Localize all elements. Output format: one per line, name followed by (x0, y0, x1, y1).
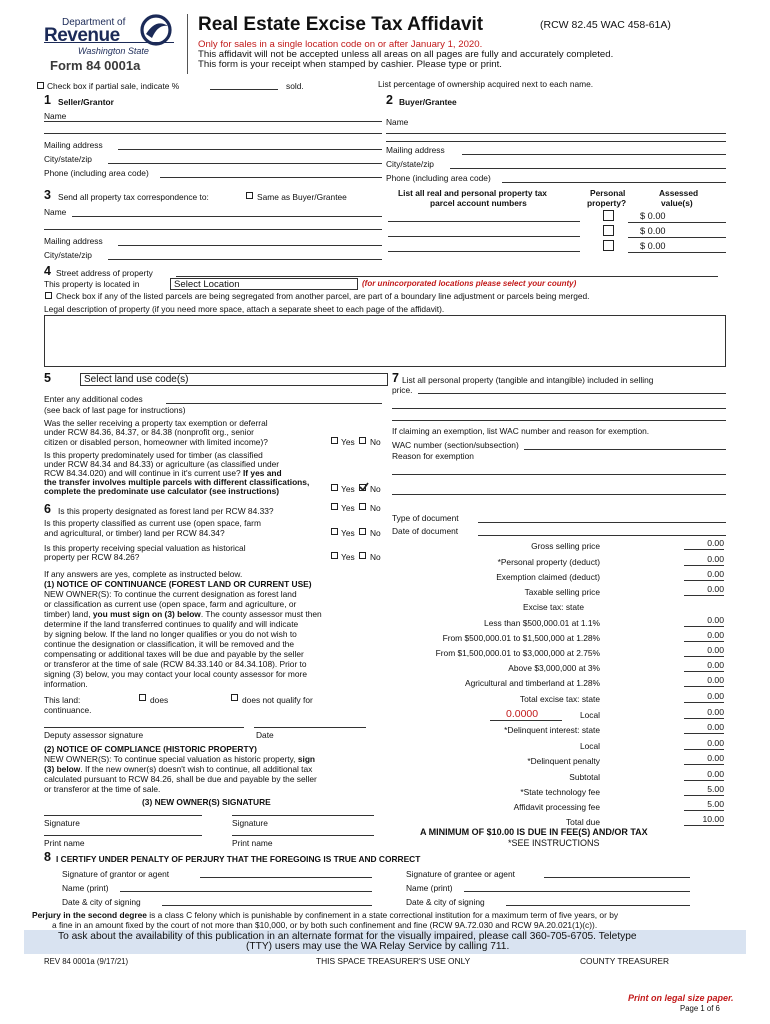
grantee-date-field[interactable] (506, 905, 690, 906)
header-red-note: Only for sales in a single location code on or after January 1, 2020. (198, 39, 483, 50)
grantee-signature-label: Signature of grantee or agent (406, 869, 515, 879)
buyer-mailing-field[interactable] (462, 154, 726, 155)
parcel-number-field-1[interactable] (388, 221, 580, 222)
timber-q-line4: the transfer involves multiple parcels with different classifications, (44, 477, 310, 487)
new-owner-print-field-2[interactable] (232, 835, 374, 836)
seller-mailing-field[interactable] (118, 149, 382, 150)
current-use-yes-label: Yes (341, 528, 355, 538)
timber-q-line1: Is this property predominately used for timber (as classified (44, 450, 263, 460)
correspondence-mailing-field[interactable] (118, 245, 382, 246)
calc-value-processing-fee[interactable]: 5.00 (707, 799, 724, 809)
seller-name-field[interactable] (44, 121, 382, 122)
personal-col-header: Personal (590, 188, 626, 198)
calc-label-exemption: Exemption claimed (deduct) (496, 572, 600, 582)
grantee-name-field[interactable] (464, 891, 690, 892)
parcel-number-field-2[interactable] (388, 236, 580, 237)
buyer-name-field[interactable] (386, 133, 726, 134)
page-number: Page 1 of 6 (680, 1004, 720, 1013)
seller-phone-field[interactable] (160, 177, 382, 178)
correspondence-name-field-2[interactable] (44, 229, 382, 230)
legal-paper-note: Print on legal size paper. (628, 993, 734, 1003)
rev-number: REV 84 0001a (9/17/21) (44, 957, 129, 966)
calc-value-tier4[interactable]: 0.00 (707, 660, 724, 670)
buyer-mailing-label: Mailing address (386, 145, 445, 155)
historical-q-line2: property per RCW 84.26? (44, 552, 140, 562)
perjury-line-1: Perjury in the second degree is a class C felony which is punishable by confinement in a state correctional institution for a maximum term of five years, or by (32, 910, 619, 920)
wac-number-field[interactable] (524, 449, 726, 450)
grantee-date-label: Date & city of signing (406, 897, 485, 907)
buyer-city-field[interactable] (450, 168, 726, 169)
seller-phone-label: Phone (including area code) (44, 168, 149, 178)
timber-yes-label: Yes (341, 484, 355, 494)
seller-grantor-title: Seller/Grantor (58, 97, 114, 107)
buyer-phone-label: Phone (including area code) (386, 173, 491, 183)
land-use-select[interactable] (80, 373, 388, 386)
partial-sale-checkbox[interactable] (37, 82, 44, 89)
minimum-due-note: A MINIMUM OF $10.00 IS DUE IN FEE(S) AND/OR TAX (420, 827, 648, 837)
unincorporated-note: (for unincorporated locations please select your county) (362, 279, 577, 288)
buyer-phone-field[interactable] (502, 182, 726, 183)
calc-value-tier1[interactable]: 0.00 (707, 615, 724, 625)
calc-label-tier1: Less than $500,000.01 at 1.1% (484, 618, 600, 628)
exemption-q-line3: citizen or disabled person, homeowner with limited income)? (44, 437, 268, 447)
seller-name-field-2[interactable] (44, 133, 382, 134)
accessibility-line-1: To ask about the availability of this publication in an alternate format for the visually impaired, please call 360-705-6705. Teletype (58, 931, 637, 942)
land-does-not-checkbox[interactable] (231, 694, 238, 701)
timber-q-line3: RCW 84.34.020) and will continue in it's current use? If yes and (44, 468, 282, 478)
exemption-no-label: No (370, 437, 381, 447)
timber-q-line5: complete the predominate use calculator (see instructions) (44, 486, 280, 496)
county-treasurer-label: COUNTY TREASURER (580, 956, 670, 966)
location-select-value: Select Location (174, 279, 240, 290)
assessed-value-2[interactable]: $ 0.00 (640, 226, 666, 236)
forest-no-checkbox[interactable] (359, 503, 366, 510)
section-8-number: 8 (44, 850, 51, 864)
section-6-number: 6 (44, 502, 51, 516)
grantor-signature-field[interactable] (200, 877, 372, 878)
calc-label-gross: Gross selling price (531, 541, 600, 551)
calc-value-local[interactable]: 0.00 (707, 707, 724, 717)
local-rate-value[interactable]: 0.0000 (506, 708, 539, 720)
new-owner-print-label-1: Print name (44, 838, 85, 848)
continuance-title: (1) NOTICE OF CONTINUANCE (FOREST LAND OR CURRENT USE) (44, 579, 312, 589)
calc-label-tier4: Above $3,000,000 at 3% (508, 663, 600, 673)
calc-label-penalty: *Delinquent penalty (527, 756, 600, 766)
seller-city-label: City/state/zip (44, 154, 92, 164)
see-instructions-note: *SEE INSTRUCTIONS (508, 838, 600, 848)
calc-value-gross[interactable]: 0.00 (707, 538, 724, 548)
personal-col-header-2: property? (587, 198, 627, 208)
section-3-number: 3 (44, 188, 51, 202)
this-land-label: This land: (44, 695, 81, 705)
document-type-field[interactable] (478, 522, 726, 523)
assessed-value-1[interactable]: $ 0.00 (640, 211, 666, 221)
document-date-label: Date of document (392, 526, 459, 536)
calc-value-agricultural[interactable]: 0.00 (707, 675, 724, 685)
segregated-parcels-label: Check box if any of the listed parcels are being segregated from another parcel, are part of a boundary line adjustment or parcels being merged. (56, 291, 590, 301)
calc-label-taxable: Taxable selling price (524, 587, 600, 597)
land-does-checkbox[interactable] (139, 694, 146, 701)
current-use-yes-checkbox[interactable] (331, 528, 338, 535)
exemption-yes-label: Yes (341, 437, 355, 447)
personal-property-label: List all personal property (tangible and intangible) included in selling (402, 375, 654, 385)
deputy-date-label: Date (256, 730, 274, 740)
partial-sold-label: sold. (286, 81, 304, 91)
personal-property-field-3[interactable] (392, 420, 726, 421)
located-in-label: This property is located in (44, 279, 140, 289)
form-title: Real Estate Excise Tax Affidavit (198, 14, 484, 35)
calc-value-interest-state[interactable]: 0.00 (707, 722, 724, 732)
current-use-no-checkbox[interactable] (359, 528, 366, 535)
calc-label-personal: *Personal property (deduct) (497, 557, 600, 567)
grantor-name-label: Name (print) (62, 883, 109, 893)
calc-label-tier2: From $500,000.01 to $1,500,000 at 1.28% (442, 633, 600, 643)
form-number: Form 84 0001a (50, 58, 141, 73)
parcel-col-header-2: parcel account numbers (430, 198, 527, 208)
calc-value-interest-local[interactable]: 0.00 (707, 738, 724, 748)
new-owner-signature-label-2: Signature (232, 818, 268, 828)
assessed-col-header-2: value(s) (661, 198, 693, 208)
timber-q-line2: under RCW 84.34 and 84.33) or agriculture (as classified under (44, 459, 280, 469)
section-5-number: 5 (44, 371, 51, 385)
checkmark-icon (359, 482, 369, 492)
logo-state: Washington State (78, 46, 149, 56)
buyer-grantee-title: Buyer/Grantee (399, 97, 457, 107)
calc-label-interest-local: Local (579, 741, 600, 751)
calc-value-total-due[interactable]: 10.00 (702, 814, 724, 824)
calc-value-penalty[interactable]: 0.00 (707, 753, 724, 763)
correspondence-name-field[interactable] (72, 216, 382, 217)
land-does-label: does (150, 695, 169, 705)
calc-label-interest-state: *Delinquent interest: state (504, 725, 600, 735)
street-address-label: Street address of property (56, 268, 153, 278)
if-any-yes-note: If any answers are yes, complete as instructed below. (44, 569, 243, 579)
calc-label-local: Local (579, 710, 600, 720)
document-date-field[interactable] (478, 535, 726, 536)
wac-number-label: WAC number (section/subsection) (392, 440, 519, 450)
compliance-title: (2) NOTICE OF COMPLIANCE (HISTORIC PROPERTY) (44, 744, 257, 754)
land-use-select-value: Select land use code(s) (84, 374, 189, 385)
legal-description-textarea[interactable] (44, 315, 726, 367)
new-owner-signature-field-2[interactable] (232, 815, 374, 816)
exemption-q-line1: Was the seller receiving a property tax exemption or deferral (44, 418, 268, 428)
document-type-label: Type of document (392, 513, 459, 523)
grantor-date-field[interactable] (162, 905, 372, 906)
new-owner-signature-label-1: Signature (44, 818, 80, 828)
calc-label-processing-fee: Affidavit processing fee (513, 802, 600, 812)
form-rcw: (RCW 82.45 WAC 458-61A) (540, 19, 671, 31)
section-2-number: 2 (386, 93, 393, 107)
grantor-date-label: Date & city of signing (62, 897, 141, 907)
additional-codes-field[interactable] (166, 403, 382, 404)
timber-no-checkbox[interactable] (359, 484, 366, 491)
logo-revenue: Revenue (44, 25, 120, 46)
historical-q-line1: Is this property receiving special valuation as historical (44, 543, 246, 553)
buyer-city-label: City/state/zip (386, 159, 434, 169)
exemption-no-checkbox[interactable] (359, 437, 366, 444)
land-does-not-label: does not qualify for (242, 695, 313, 705)
forest-yes-checkbox[interactable] (331, 503, 338, 510)
calc-value-taxable[interactable]: 0.00 (707, 584, 724, 594)
correspondence-city-label: City/state/zip (44, 250, 92, 260)
calc-value-total-state[interactable]: 0.00 (707, 691, 724, 701)
assessed-value-3[interactable]: $ 0.00 (640, 241, 666, 251)
seller-mailing-label: Mailing address (44, 140, 103, 150)
grantor-name-field[interactable] (120, 891, 372, 892)
logo-dept: Department of (62, 17, 126, 28)
correspondence-city-field[interactable] (108, 259, 382, 260)
current-use-q-line2: and agricultural, or timber) land per RCW 84.34? (44, 528, 225, 538)
calc-label-total-due: Total due (566, 817, 600, 827)
forest-no-label: No (370, 503, 381, 513)
calc-value-subtotal[interactable]: 0.00 (707, 769, 724, 779)
continuance-label: continuance. (44, 705, 92, 715)
same-as-buyer-label: Same as Buyer/Grantee (257, 192, 347, 202)
tax-correspondence-label: Send all property tax correspondence to: (58, 192, 209, 202)
personal-property-checkbox-2[interactable] (603, 225, 614, 236)
current-use-no-label: No (370, 528, 381, 538)
exemption-q-line2: under RCW 84.36, 84.37, or 84.38 (nonprofit org., senior (44, 427, 254, 437)
personal-property-field[interactable] (418, 393, 726, 394)
forest-yes-label: Yes (341, 503, 355, 513)
timber-yes-checkbox[interactable] (331, 484, 338, 491)
personal-property-label-2: price. (392, 385, 413, 395)
grantee-signature-field[interactable] (544, 877, 690, 878)
list-percentage-note: List percentage of ownership acquired next to each name. (378, 79, 594, 89)
legal-description-label: Legal description of property (if you need more space, attach a separate sheet to each page of the affidavit). (44, 304, 445, 314)
personal-property-field-2[interactable] (392, 408, 726, 409)
treasurer-use-label: THIS SPACE TREASURER'S USE ONLY (316, 956, 471, 966)
calc-value-personal[interactable]: 0.00 (707, 554, 724, 564)
reason-exemption-label: Reason for exemption (392, 451, 474, 461)
see-back-instructions: (see back of last page for instructions) (44, 405, 186, 415)
perjury-line-2: a fine in an amount fixed by the court of not more than $10,000, or by both such confinement and fine (RCW 9A.72.030 and RCW 9A.20.021(1)(c)). (52, 920, 598, 930)
grantee-name-label: Name (print) (406, 883, 453, 893)
reason-exemption-field[interactable] (392, 474, 726, 475)
correspondence-name-label: Name (44, 207, 67, 217)
historical-no-checkbox[interactable] (359, 552, 366, 559)
historical-no-label: No (370, 552, 381, 562)
street-address-field[interactable] (176, 276, 718, 277)
partial-sale-label: Check box if partial sale, indicate % (47, 81, 180, 91)
deputy-signature-field[interactable] (44, 727, 244, 728)
seller-name-label: Name (44, 111, 67, 121)
grantor-signature-label: Signature of grantor or agent (62, 869, 170, 879)
calc-value-tier3[interactable]: 0.00 (707, 645, 724, 655)
correspondence-mailing-label: Mailing address (44, 236, 103, 246)
certify-text: I CERTIFY UNDER PENALTY OF PERJURY THAT THE FOREGOING IS TRUE AND CORRECT (56, 854, 421, 864)
calc-value-exemption[interactable]: 0.00 (707, 569, 724, 579)
new-owner-print-label-2: Print name (232, 838, 273, 848)
section-4-number: 4 (44, 264, 51, 278)
section-7-number: 7 (392, 371, 399, 385)
section-1-number: 1 (44, 93, 51, 107)
calc-label-excise-state: Excise tax: state (523, 602, 584, 612)
exemption-yes-checkbox[interactable] (331, 437, 338, 444)
accessibility-line-2: (TTY) users may use the WA Relay Service by calling 711. (246, 941, 510, 952)
seller-city-field[interactable] (108, 163, 382, 164)
calc-label-total-state: Total excise tax: state (519, 694, 600, 704)
calc-value-tier2[interactable]: 0.00 (707, 630, 724, 640)
reason-exemption-field-2[interactable] (392, 494, 726, 495)
same-as-buyer-checkbox[interactable] (246, 192, 253, 199)
segregated-parcels-checkbox[interactable] (45, 292, 52, 299)
personal-property-checkbox-1[interactable] (603, 210, 614, 221)
calc-value-tech-fee[interactable]: 5.00 (707, 784, 724, 794)
new-owner-print-field-1[interactable] (44, 835, 202, 836)
location-select[interactable] (170, 278, 358, 290)
header-note-2: This form is your receipt when stamped by cashier. Please type or print. (198, 59, 502, 70)
deputy-signature-label: Deputy assessor signature (44, 730, 144, 740)
buyer-name-field-2[interactable] (386, 141, 726, 142)
new-owner-signature-title: (3) NEW OWNER(S) SIGNATURE (142, 797, 271, 807)
assessed-col-header: Assessed (659, 188, 699, 198)
calc-label-tech-fee: *State technology fee (520, 787, 600, 797)
calc-label-subtotal: Subtotal (569, 772, 600, 782)
additional-codes-label: Enter any additional codes (44, 394, 143, 404)
forest-land-q: Is this property designated as forest land per RCW 84.33? (58, 506, 274, 516)
partial-sale-percent-field[interactable] (210, 89, 278, 90)
parcel-number-field-3[interactable] (388, 251, 580, 252)
historical-yes-checkbox[interactable] (331, 552, 338, 559)
new-owner-signature-field-1[interactable] (44, 815, 202, 816)
historical-yes-label: Yes (341, 552, 355, 562)
calc-label-agricultural: Agricultural and timberland at 1.28% (464, 678, 600, 688)
personal-property-checkbox-3[interactable] (603, 240, 614, 251)
calc-label-tier3: From $1,500,000.01 to $3,000,000 at 2.75% (435, 648, 600, 658)
header-note-1: This affidavit will not be accepted unless all areas on all pages are fully and accurately completed. (198, 49, 614, 60)
timber-no-label: No (370, 484, 381, 494)
buyer-name-label: Name (386, 117, 409, 127)
deputy-date-field[interactable] (254, 727, 366, 728)
claiming-exemption-label: If claiming an exemption, list WAC number and reason for exemption. (392, 426, 650, 436)
parcel-col-header: List all real and personal property tax (398, 188, 547, 198)
current-use-q-line1: Is this property classified as current use (open space, farm (44, 518, 261, 528)
